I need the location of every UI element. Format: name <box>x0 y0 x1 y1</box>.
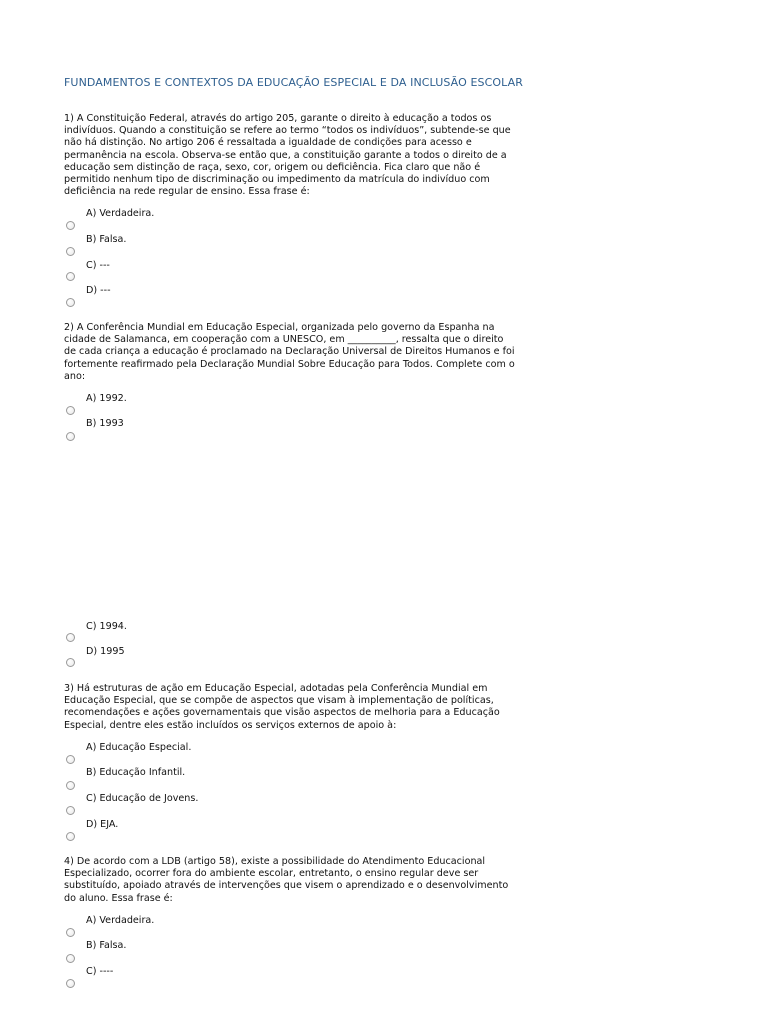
q1-option-b-radio[interactable] <box>66 247 75 256</box>
question-line: recomendações e ações governamentais que visão aspectos de melhoria para a Educação <box>64 707 500 719</box>
q3-option-b-label: B) Educação Infantil. <box>86 767 186 778</box>
question-line: 4) De acordo com a LDB (artigo 58), existe a possibilidade do Atendimento Educacional <box>64 856 486 867</box>
question-line: Educação Especial, que se compõe de aspectos que visam à implementação de políticas, <box>64 695 494 707</box>
q1-option-d-radio[interactable] <box>66 298 75 307</box>
q1-option-a-radio[interactable] <box>66 221 75 230</box>
q2-option-b-label: B) 1993 <box>86 418 124 429</box>
q4-option-b-label: B) Falsa. <box>86 940 127 951</box>
q2-option-a-radio[interactable] <box>66 406 75 415</box>
q3-option-c-radio[interactable] <box>66 806 75 815</box>
q2-option-c-label: C) 1994. <box>86 621 127 632</box>
question-line: de cada criança a educação é proclamado na Declaração Universal de Direitos Humanos e foi <box>64 346 515 358</box>
question-line: Especializado, ocorrer fora do ambiente escolar, entretanto, o ensino regular deve ser <box>64 868 479 880</box>
question-line: educação sem distinção de raça, sexo, cor, origem ou deficiência. Fica claro que não é <box>64 161 481 173</box>
q3-option-d-label: D) EJA. <box>86 819 119 830</box>
q2-option-c-radio[interactable] <box>66 633 75 642</box>
q4-option-a-radio[interactable] <box>66 928 75 937</box>
question-line: 2) A Conferência Mundial em Educação Especial, organizada pelo governo da Espanha na <box>64 322 495 333</box>
question-line: do aluno. Essa frase é: <box>64 892 173 904</box>
question-line: deficiência na rede regular de ensino. Essa frase é: <box>64 186 310 198</box>
q1-option-a-label: A) Verdadeira. <box>86 208 155 219</box>
question-line: permitido nenhum tipo de discriminação ou impedimento da matrícula do indivíduo com <box>64 174 490 186</box>
q3-option-c-label: C) Educação de Jovens. <box>86 793 199 804</box>
q2-option-d-radio[interactable] <box>66 658 75 667</box>
question-line: cidade de Salamanca, em cooperação com a UNESCO, em __________, ressalta que o direito <box>64 334 504 346</box>
question-2-text <box>64 322 542 383</box>
question-line: substituído, apoiado através de intervenções que visem o aprendizado e o desenvolvimento <box>64 880 509 892</box>
q3-option-d-radio[interactable] <box>66 832 75 841</box>
question-3-text <box>64 683 542 732</box>
q3-option-b-radio[interactable] <box>66 781 75 790</box>
q1-option-d-label: D) --- <box>86 285 111 296</box>
q2-option-b-radio[interactable] <box>66 432 75 441</box>
q3-option-a-radio[interactable] <box>66 755 75 764</box>
question-line: fortemente reafirmado pela Declaração Mundial Sobre Educação para Todos. Complete com o <box>64 358 515 370</box>
question-line: 3) Há estruturas de ação em Educação Especial, adotadas pela Conferência Mundial em <box>64 683 488 694</box>
q1-option-c-radio[interactable] <box>66 272 75 281</box>
q4-option-c-radio[interactable] <box>66 979 75 988</box>
q1-option-c-label: C) --- <box>86 260 110 271</box>
q3-option-a-label: A) Educação Especial. <box>86 742 192 753</box>
page-title: FUNDAMENTOS E CONTEXTOS DA EDUCAÇÃO ESPECIAL E DA INCLUSÃO ESCOLAR <box>64 76 523 89</box>
question-1-text <box>64 113 542 198</box>
q4-option-a-label: A) Verdadeira. <box>86 915 155 926</box>
q4-option-b-radio[interactable] <box>66 954 75 963</box>
question-line: ano: <box>64 370 86 382</box>
q2-option-a-label: A) 1992. <box>86 393 127 404</box>
q2-option-d-label: D) 1995 <box>86 646 125 657</box>
question-line: 1) A Constituição Federal, através do artigo 205, garante o direito à educação a todos os <box>64 113 492 124</box>
q4-option-c-label: C) ---- <box>86 966 114 977</box>
question-line: indivíduos. Quando a constituição se refere ao termo “todos os indivíduos”, subtende-se que <box>64 125 511 137</box>
q1-option-b-label: B) Falsa. <box>86 234 127 245</box>
question-line: permanência na escola. Observa-se então que, a constituição garante a todos o direito de a <box>64 149 507 161</box>
question-line: Especial, dentre eles estão incluídos os serviços externos de apoio à: <box>64 719 397 731</box>
question-4-text <box>64 856 542 905</box>
question-line: não há distinção. No artigo 206 é ressaltada a igualdade de condições para acesso e <box>64 137 472 149</box>
